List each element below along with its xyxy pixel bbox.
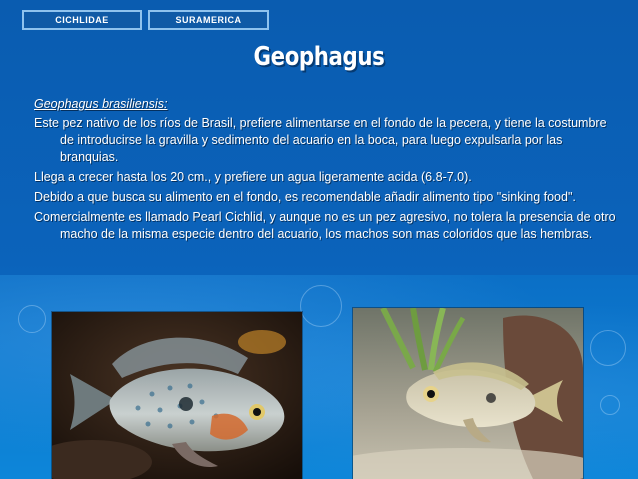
tab-cichlidae[interactable]: CICHLIDAE	[22, 10, 142, 30]
decorative-bubble	[590, 330, 626, 366]
paragraph: Este pez nativo de los ríos de Brasil, prefiere alimentarse en el fondo de la pecera, y tiene la costumbre de introducirse la gravilla y sedimento del acuario en la boca, para luego expulsarla por las branquias.	[34, 116, 607, 164]
decorative-bubble	[300, 285, 342, 327]
body-text	[34, 96, 620, 246]
tab-suramerica[interactable]: SURAMERICA	[148, 10, 269, 30]
page-title: Geophagus	[253, 42, 385, 72]
photo-geophagus-right	[353, 308, 583, 479]
paragraph: Llega a crecer hasta los 20 cm., y prefiere un agua ligeramente acida (6.8-7.0).	[34, 170, 472, 184]
decorative-bubble	[600, 395, 620, 415]
photo-geophagus-left	[52, 312, 302, 479]
decorative-bubble	[18, 305, 46, 333]
species-subheading: Geophagus brasiliensis:	[34, 97, 168, 111]
paragraph: Comercialmente es llamado Pearl Cichlid, y aunque no es un pez agresivo, no tolera la presencia de otro macho de la misma especie dentro del acuario, los machos son mas coloridos que las hembras.	[34, 210, 616, 241]
fish-illustration	[52, 312, 302, 479]
fish-illustration	[353, 308, 583, 479]
paragraph: Debido a que busca su alimento en el fondo, es recomendable añadir alimento tipo "sinking food".	[34, 190, 576, 204]
